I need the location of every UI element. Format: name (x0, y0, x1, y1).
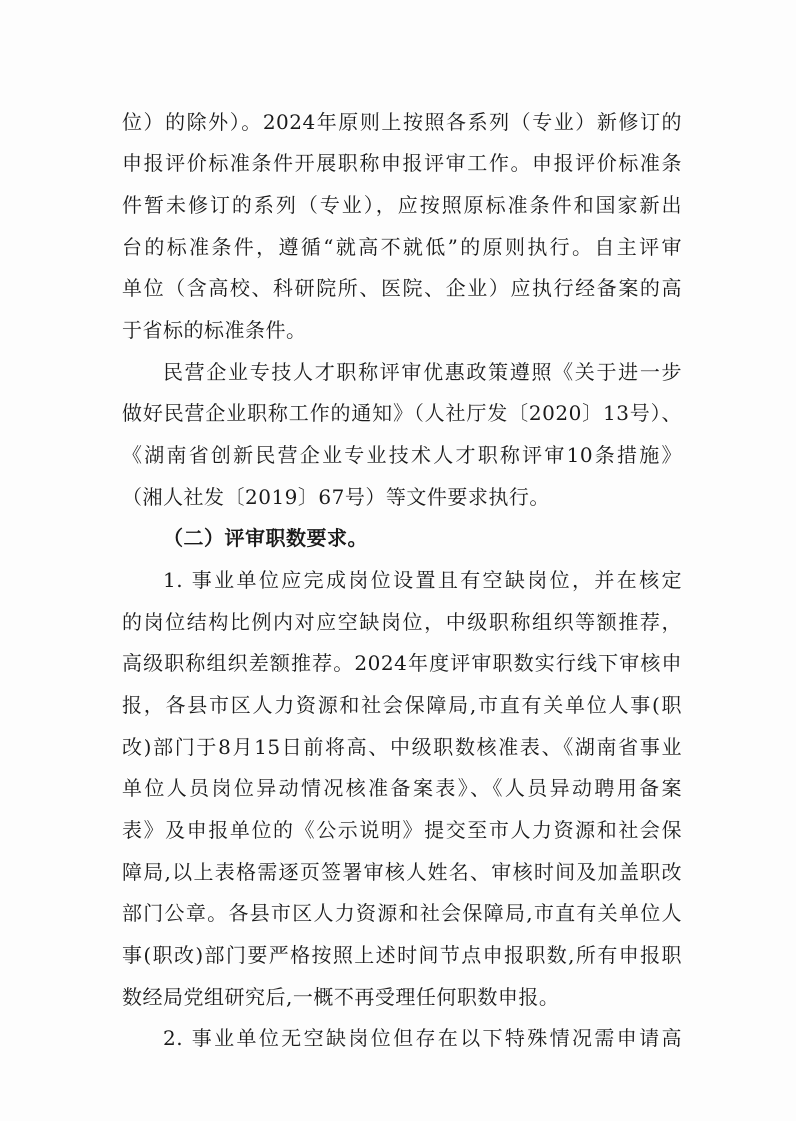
paragraph-2-line-1: 民营企业专技人才职称评审优惠政策遵照《关于进一步 (163, 360, 682, 384)
paragraph-2-line-2: 做好民营企业职称工作的通知》（人社厅发〔2020〕13号）、 (122, 401, 682, 425)
paragraph-3-line-3: 高级职称组织差额推荐。2024年度评审职数实行线下审核申 (122, 651, 682, 675)
paragraph-3-line-10: 事(职改)部门要严格按照上述时间节点申报职数,所有申报职 (122, 943, 682, 967)
paragraph-3-line-6: 单位人员岗位异动情况核准备案表》、《人员异动聘用备案 (122, 776, 682, 800)
paragraph-3-line-2: 的岗位结构比例内对应空缺岗位，中级职称组织等额推荐， (122, 610, 682, 634)
paragraph-1-line-5: 单位（含高校、科研院所、医院、企业）应执行经备案的高 (122, 276, 682, 300)
section-heading: （二）评审职数要求。 (163, 526, 368, 550)
paragraph-3-line-9: 部门公章。各县市区人力资源和社会保障局,市直有关单位人 (122, 901, 682, 925)
paragraph-1-line-6: 于省标的标准条件。 (122, 318, 307, 342)
paragraph-3-line-5: 改)部门于8月15日前将高、中级职数核准表、《湖南省事业 (122, 735, 682, 759)
paragraph-3-line-7: 表》及申报单位的《公示说明》提交至市人力资源和社会保 (122, 818, 682, 842)
paragraph-2-line-4: （湘人社发〔2019〕67号）等文件要求执行。 (122, 485, 550, 509)
paragraph-3-line-11: 数经局党组研究后,一概不再受理任何职数申报。 (122, 985, 560, 1009)
paragraph-3-line-1: 1. 事业单位应完成岗位设置且有空缺岗位，并在核定 (163, 568, 682, 592)
paragraph-2-line-3: 《湖南省创新民营企业专业技术人才职称评审10条措施》 (122, 443, 682, 467)
paragraph-1-line-3: 件暂未修订的系列（专业），应按照原标准条件和国家新出 (122, 193, 682, 217)
paragraph-1-line-1: 位）的除外）。2024年原则上按照各系列（专业）新修订的 (122, 110, 682, 134)
paragraph-4-line-1: 2. 事业单位无空缺岗位但存在以下特殊情况需申请高 (163, 1026, 682, 1050)
paragraph-3-line-4: 报，各县市区人力资源和社会保障局,市直有关单位人事(职 (122, 693, 682, 717)
paragraph-3-line-8: 障局,以上表格需逐页签署审核人姓名、审核时间及加盖职改 (122, 860, 682, 884)
paragraph-1-line-2: 申报评价标准条件开展职称申报评审工作。申报评价标准条 (122, 151, 682, 175)
paragraph-1-line-4: 台的标准条件，遵循“就高不就低”的原则执行。自主评审 (122, 235, 682, 259)
